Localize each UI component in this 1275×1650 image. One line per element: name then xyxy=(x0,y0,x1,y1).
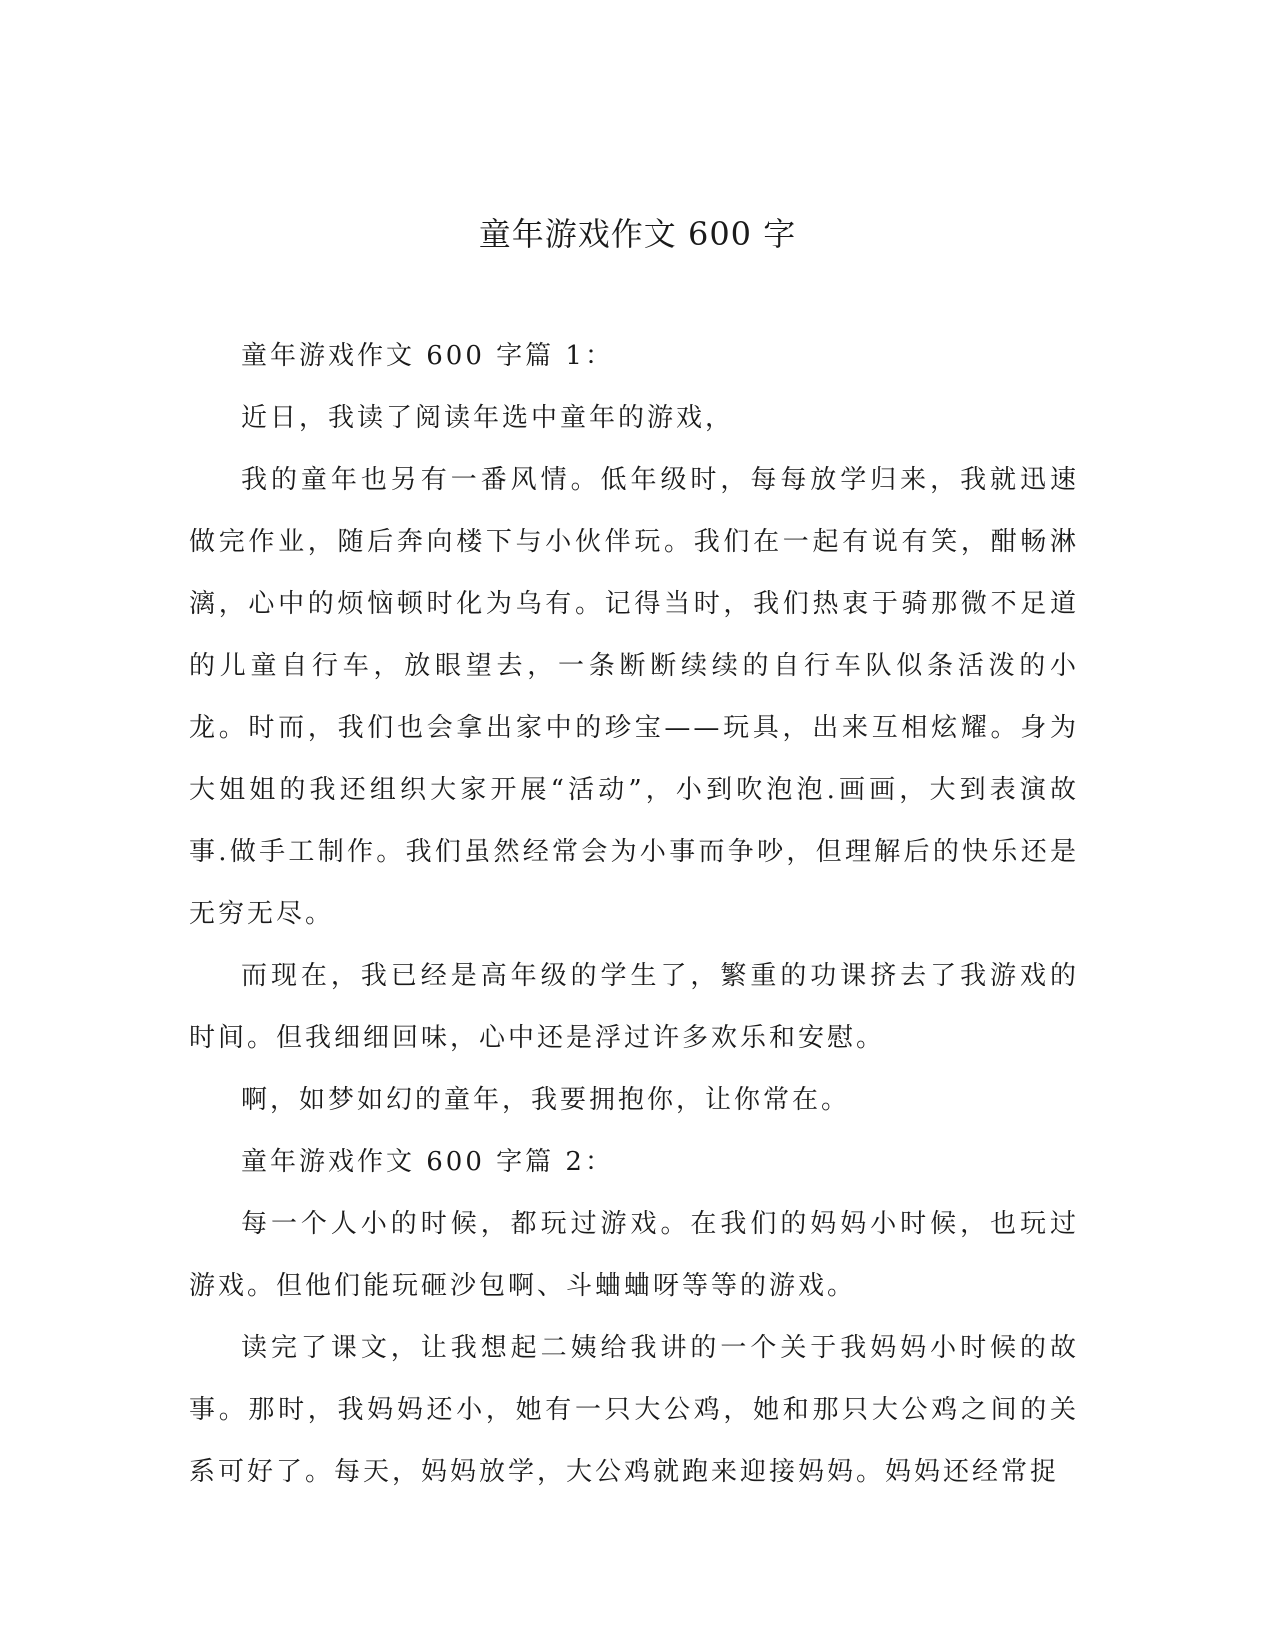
paragraph: 读完了课文，让我想起二姨给我讲的一个关于我妈妈小时候的故事。那时，我妈妈还小，她有一只大公鸡，她和那只大公鸡之间的关系可好了。每天，妈妈放学，大公鸡就跑来迎接妈妈。妈妈还经常捉 xyxy=(189,1333,1079,1487)
section-heading-2: 童年游戏作文 600 字篇 2： xyxy=(241,1147,614,1177)
paragraph: 近日，我读了阅读年选中童年的游戏， xyxy=(241,403,735,433)
paragraph: 每一个人小的时候，都玩过游戏。在我们的妈妈小时候，也玩过游戏。但他们能玩砸沙包啊、斗蛐蛐呀等等的游戏。 xyxy=(189,1209,1079,1301)
document-body xyxy=(189,325,1079,1503)
paragraph: 而现在，我已经是高年级的学生了，繁重的功课挤去了我游戏的时间。但我细细回味，心中还是浮过许多欢乐和安慰。 xyxy=(189,961,1079,1053)
document-title: 童年游戏作文 600 字 xyxy=(478,215,797,253)
paragraph: 我的童年也另有一番风情。低年级时，每每放学归来，我就迅速做完作业，随后奔向楼下与小伙伴玩。我们在一起有说有笑，酣畅淋漓，心中的烦恼顿时化为乌有。记得当时，我们热衷于骑那微不足道的儿童自行车，放眼望去，一条断断续续的自行车队似条活泼的小龙。时而，我们也会拿出家中的珍宝——玩具，出来互相炫耀。身为大姐姐的我还组织大家开展“活动”，小到吹泡泡.画画，大到表演故事.做手工制作。我们虽然经常会为小事而争吵，但理解后的快乐还是无穷无尽。 xyxy=(189,465,1079,929)
section-heading-1: 童年游戏作文 600 字篇 1： xyxy=(241,341,614,371)
paragraph: 啊，如梦如幻的童年，我要拥抱你，让你常在。 xyxy=(241,1085,851,1115)
